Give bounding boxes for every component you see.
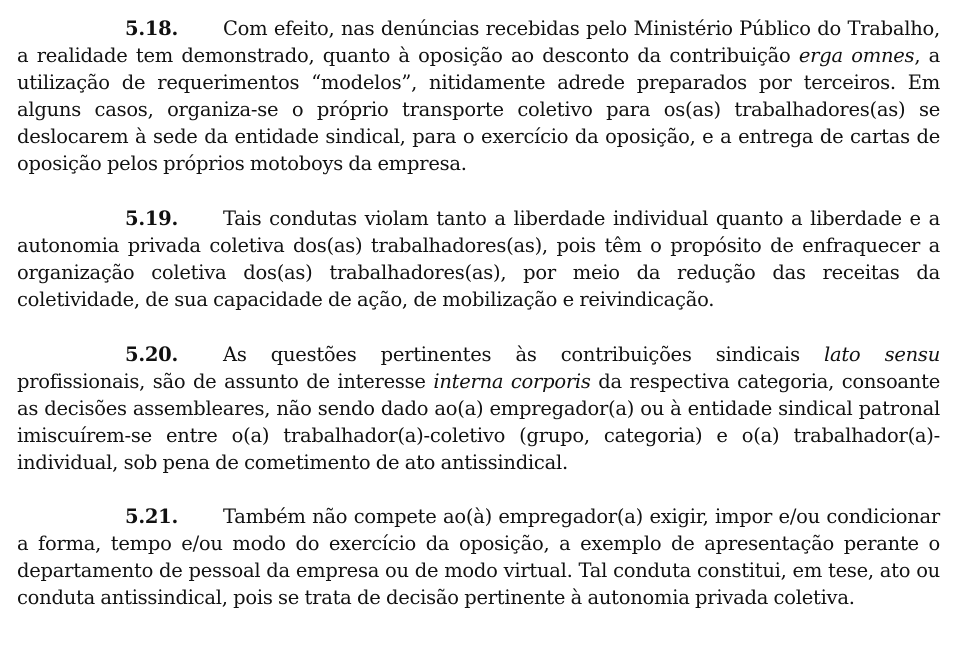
paragraph-5-19 <box>17 205 940 313</box>
paragraph-5-20 <box>17 341 940 476</box>
paragraph-5-21 <box>17 503 940 611</box>
italic-term: lato sensu <box>823 343 940 366</box>
italic-term: erga omnes <box>798 44 915 67</box>
paragraph-5-18 <box>17 15 940 177</box>
paragraph-text: profissionais, são de assunto de interesse <box>17 370 434 393</box>
paragraph-number: 5.18. <box>125 17 179 40</box>
paragraph-text: Também não compete ao(à) empregador(a) exigir, impor e/ou condicionar a forma, tempo e/ou modo do exercício da oposição, a exemplo de apresentação perante o departamento de pessoal da empresa ou de modo virtual. Tal conduta constitui, em tese, ato ou conduta antissindical, pois se trata de decisão pertinente à autonomia privada coletiva. <box>17 505 940 609</box>
paragraph-text: Tais condutas violam tanto a liberdade individual quanto a liberdade e a autonomia privada coletiva dos(as) trabalhadores(as), pois têm o propósito de enfraquecer a organização coletiva dos(as) trabalhadores(as), por meio da redução das receitas da coletividade, de sua capacidade de ação, de mobilização e reivindicação. <box>17 207 940 311</box>
paragraph-number: 5.19. <box>125 207 179 230</box>
paragraph-text: , a utilização de requerimentos “modelos”, nitidamente adrede preparados por terceiros. Em alguns casos, organiza-se o próprio transporte coletivo para os(as) trabalhadores(as) se deslocarem à sede da entidade sindical, para o exercício da oposição, e a entrega de cartas de oposição pelos próprios motoboys da empresa. <box>17 44 940 175</box>
paragraph-text: Com efeito, nas denúncias recebidas pelo Ministério Público do Trabalho, a realidade tem demonstrado, quanto à oposição ao desconto da contribuição <box>17 17 940 67</box>
italic-term: interna corporis <box>433 370 591 393</box>
paragraph-text: As questões pertinentes às contribuições sindicais <box>223 343 824 366</box>
paragraph-number: 5.20. <box>125 343 179 366</box>
paragraph-number: 5.21. <box>125 505 179 528</box>
paragraph-text: da respectiva categoria, consoante as decisões assembleares, não sendo dado ao(a) empregador(a) ou à entidade sindical patronal imiscuírem-se entre o(a) trabalhador(a)-coletivo (grupo, categoria) e o(a) trabalhador(a)-individual, sob pena de cometimento de ato antissindical. <box>17 370 940 474</box>
